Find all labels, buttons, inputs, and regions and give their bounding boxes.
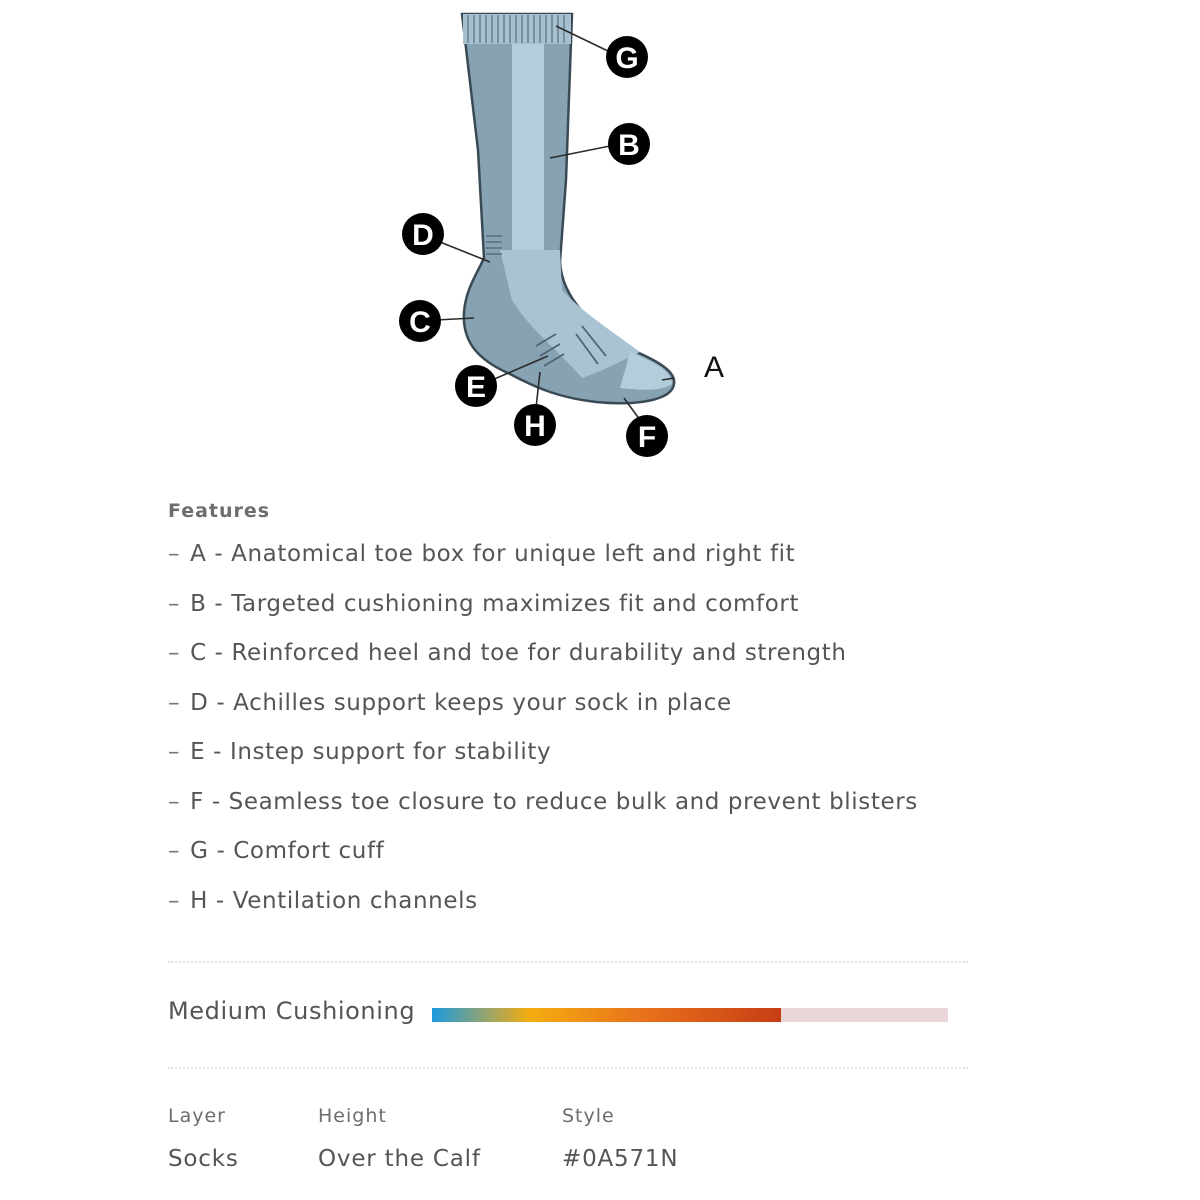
marker-h	[514, 404, 556, 446]
feature-item	[168, 833, 918, 883]
spec-layer-value: Socks	[168, 1146, 239, 1172]
marker-g-label: G	[615, 42, 639, 75]
feature-text: H - Ventilation channels	[190, 887, 478, 914]
marker-c-label: C	[409, 306, 431, 339]
cushioning-meter-fill	[432, 1008, 781, 1022]
marker-f	[626, 415, 668, 457]
feature-dash: –	[168, 640, 181, 666]
marker-b	[608, 123, 650, 165]
feature-text: B - Targeted cushioning maximizes fit and comfort	[190, 590, 800, 617]
feature-item	[168, 883, 918, 933]
spec-style-label: Style	[562, 1105, 615, 1127]
spec-style	[562, 1104, 678, 1174]
feature-dash: –	[168, 739, 181, 765]
feature-text: G - Comfort cuff	[190, 838, 385, 864]
marker-c	[399, 300, 441, 342]
feature-text: E - Instep support for stability	[190, 739, 552, 765]
feature-item	[168, 536, 918, 586]
feature-item	[168, 685, 918, 735]
marker-e-label: E	[465, 371, 487, 404]
marker-g	[606, 36, 648, 78]
feature-item	[168, 734, 918, 784]
spec-layer-label: Layer	[168, 1105, 226, 1127]
divider-top	[168, 961, 968, 963]
cushioning-label: Medium Cushioning	[168, 997, 416, 1025]
feature-dash: –	[168, 689, 181, 716]
feature-dash: –	[168, 887, 181, 914]
feature-text: F - Seamless toe closure to reduce bulk and prevent blisters	[190, 788, 918, 815]
feature-item	[168, 635, 918, 685]
spec-height-value: Over the Calf	[318, 1146, 481, 1172]
feature-dash: –	[168, 541, 181, 567]
label-a: A	[703, 351, 725, 384]
feature-text: A - Anatomical toe box for unique left and right fit	[190, 541, 796, 567]
marker-b-label: B	[618, 129, 640, 162]
feature-item	[168, 784, 918, 834]
feature-dash: –	[168, 788, 181, 815]
spec-height-label: Height	[318, 1105, 387, 1127]
marker-e	[455, 365, 497, 407]
feature-text: C - Reinforced heel and toe for durability and strength	[190, 640, 847, 666]
cuff-ribbing	[463, 14, 571, 44]
marker-d	[402, 213, 444, 255]
marker-d-label: D	[412, 219, 434, 252]
spec-height	[318, 1104, 481, 1174]
sock-feature-diagram	[380, 0, 760, 470]
marker-h-label: H	[524, 410, 546, 443]
feature-dash: –	[168, 838, 181, 864]
cushioning-meter	[432, 1008, 948, 1022]
cushion-panel-shin	[512, 44, 544, 250]
feature-text: D - Achilles support keeps your sock in place	[190, 689, 732, 716]
spec-style-value: #0A571N	[562, 1146, 679, 1172]
features-list	[168, 536, 918, 932]
feature-dash: –	[168, 590, 181, 617]
spec-layer	[168, 1104, 239, 1174]
feature-item	[168, 586, 918, 636]
marker-f-label: F	[637, 421, 657, 454]
divider-bottom	[168, 1067, 968, 1069]
features-heading: Features	[168, 500, 271, 522]
